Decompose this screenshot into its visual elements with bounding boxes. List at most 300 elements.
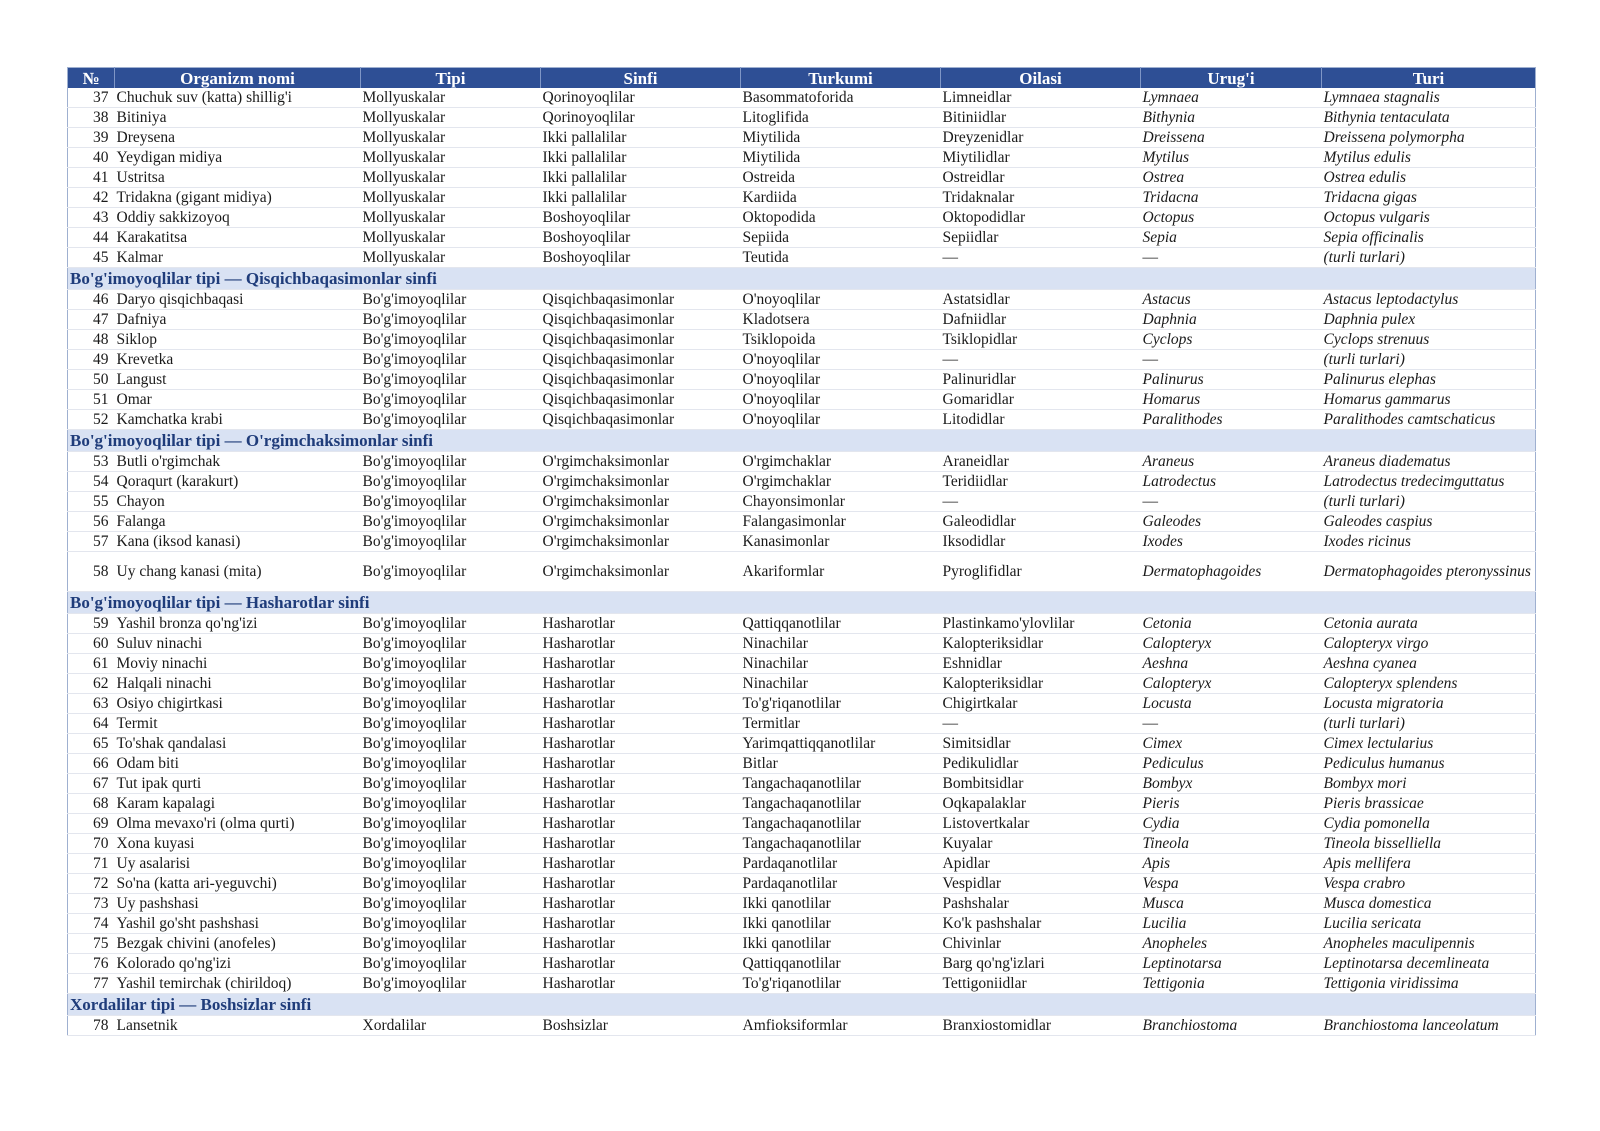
table-row [68,874,1536,894]
organism-name: Osiyo chigirtkasi [115,694,361,714]
order-cell: Kardiida [741,188,941,208]
order-header: Turkumi [741,68,941,89]
family-cell: Palinuridlar [941,370,1141,390]
table-row [68,350,1536,370]
row-number: 71 [68,854,115,874]
type-cell: Bo'g'imoyoqlilar [361,350,541,370]
species-cell: Galeodes caspius [1322,512,1536,532]
row-number: 66 [68,754,115,774]
genus-cell: Pediculus [1141,754,1322,774]
row-number: 69 [68,814,115,834]
class-cell: Hasharotlar [541,974,741,994]
species-cell: Lymnaea stagnalis [1322,88,1536,108]
genus-cell: Galeodes [1141,512,1322,532]
species-cell: Cimex lectularius [1322,734,1536,754]
family-cell: Bombitsidlar [941,774,1141,794]
class-cell: O'rgimchaksimonlar [541,452,741,472]
genus-cell: Octopus [1141,208,1322,228]
type-cell: Bo'g'imoyoqlilar [361,492,541,512]
genus-cell: Dreissena [1141,128,1322,148]
genus-cell: Mytilus [1141,148,1322,168]
genus-cell: Pieris [1141,794,1322,814]
section-title: Xordalilar tipi — Boshsizlar sinfi [68,994,1536,1016]
table-row [68,1016,1536,1036]
type-cell: Bo'g'imoyoqlilar [361,674,541,694]
table-row [68,754,1536,774]
organism-name: Olma mevaxo'ri (olma qurti) [115,814,361,834]
genus-cell: Cydia [1141,814,1322,834]
table-row [68,88,1536,108]
type-cell: Bo'g'imoyoqlilar [361,290,541,310]
type-header: Tipi [361,68,541,89]
type-cell: Mollyuskalar [361,148,541,168]
class-cell: Hasharotlar [541,934,741,954]
class-cell: Hasharotlar [541,954,741,974]
genus-cell: Lucilia [1141,914,1322,934]
order-cell: Amfioksiformlar [741,1016,941,1036]
family-cell: Simitsidlar [941,734,1141,754]
order-cell: Akariformlar [741,552,941,592]
species-cell: Dreissena polymorpha [1322,128,1536,148]
species-cell: (turli turlari) [1322,248,1536,268]
type-cell: Bo'g'imoyoqlilar [361,552,541,592]
genus-cell: Cetonia [1141,614,1322,634]
table-row [68,654,1536,674]
type-cell: Mollyuskalar [361,208,541,228]
table-row [68,794,1536,814]
table-row [68,714,1536,734]
organism-name: To'shak qandalasi [115,734,361,754]
row-number: 41 [68,168,115,188]
order-cell: O'noyoqlilar [741,350,941,370]
genus-cell: Paralithodes [1141,410,1322,430]
order-cell: O'noyoqlilar [741,290,941,310]
number-header: № [68,68,115,89]
family-cell: Barg qo'ng'izlari [941,954,1141,974]
genus-cell: Latrodectus [1141,472,1322,492]
organism-name: Lansetnik [115,1016,361,1036]
table-row [68,370,1536,390]
family-cell: Gomaridlar [941,390,1141,410]
organism-name: Kolorado qo'ng'izi [115,954,361,974]
table-row [68,390,1536,410]
genus-cell: Musca [1141,894,1322,914]
class-cell: O'rgimchaksimonlar [541,492,741,512]
row-number: 73 [68,894,115,914]
order-cell: O'rgimchaklar [741,452,941,472]
family-cell: — [941,714,1141,734]
order-cell: Tsiklopoida [741,330,941,350]
type-cell: Bo'g'imoyoqlilar [361,472,541,492]
row-number: 50 [68,370,115,390]
table-row [68,614,1536,634]
family-cell: Teridiidlar [941,472,1141,492]
genus-cell: — [1141,492,1322,512]
order-cell: Pardaqanotlilar [741,874,941,894]
class-cell: Qisqichbaqasimonlar [541,350,741,370]
table-body [68,88,1536,1036]
species-cell: Lucilia sericata [1322,914,1536,934]
species-cell: Locusta migratoria [1322,694,1536,714]
family-cell: Eshnidlar [941,654,1141,674]
species-cell: Palinurus elephas [1322,370,1536,390]
row-number: 53 [68,452,115,472]
class-cell: Ikki pallalilar [541,128,741,148]
family-cell: Vespidlar [941,874,1141,894]
section-header-row [68,592,1536,614]
family-header: Oilasi [941,68,1141,89]
class-cell: Hasharotlar [541,874,741,894]
table-row [68,290,1536,310]
organism-name: Uy asalarisi [115,854,361,874]
species-cell: Vespa crabro [1322,874,1536,894]
class-cell: Hasharotlar [541,674,741,694]
genus-cell: Cimex [1141,734,1322,754]
family-cell: Pyroglifidlar [941,552,1141,592]
order-cell: Qattiqqanotlilar [741,954,941,974]
order-cell: Ostreida [741,168,941,188]
family-cell: — [941,492,1141,512]
species-cell: Musca domestica [1322,894,1536,914]
family-cell: Ostreidlar [941,168,1141,188]
genus-cell: Palinurus [1141,370,1322,390]
order-cell: To'g'riqanotlilar [741,694,941,714]
order-cell: Yarimqattiqqanotlilar [741,734,941,754]
species-cell: Astacus leptodactylus [1322,290,1536,310]
species-cell: Cydia pomonella [1322,814,1536,834]
organism-name: Kana (iksod kanasi) [115,532,361,552]
species-cell: Paralithodes camtschaticus [1322,410,1536,430]
type-cell: Mollyuskalar [361,88,541,108]
order-cell: Ikki qanotlilar [741,894,941,914]
family-cell: Dafniidlar [941,310,1141,330]
type-cell: Bo'g'imoyoqlilar [361,614,541,634]
table-row [68,674,1536,694]
type-cell: Bo'g'imoyoqlilar [361,934,541,954]
row-number: 46 [68,290,115,310]
table-row [68,512,1536,532]
species-cell: Sepia officinalis [1322,228,1536,248]
genus-cell: Homarus [1141,390,1322,410]
family-cell: Kalopteriksidlar [941,634,1141,654]
family-cell: Iksodidlar [941,532,1141,552]
family-cell: Oqkapalaklar [941,794,1141,814]
table-row [68,894,1536,914]
species-cell: (turli turlari) [1322,492,1536,512]
class-cell: Boshoyoqlilar [541,208,741,228]
family-cell: Tridaknalar [941,188,1141,208]
section-header-row [68,268,1536,290]
type-cell: Bo'g'imoyoqlilar [361,894,541,914]
genus-cell: Leptinotarsa [1141,954,1322,974]
species-cell: Octopus vulgaris [1322,208,1536,228]
type-cell: Mollyuskalar [361,108,541,128]
organism-name: Xona kuyasi [115,834,361,854]
family-cell: Chigirtkalar [941,694,1141,714]
class-cell: Hasharotlar [541,774,741,794]
table-row [68,330,1536,350]
table-row [68,734,1536,754]
class-cell: Ikki pallalilar [541,148,741,168]
family-cell: Miytilidlar [941,148,1141,168]
class-cell: Hasharotlar [541,854,741,874]
row-number: 37 [68,88,115,108]
row-number: 72 [68,874,115,894]
organism-name: Termit [115,714,361,734]
table-row [68,814,1536,834]
row-number: 44 [68,228,115,248]
species-cell: Dermatophagoides pteronyssinus [1322,552,1536,592]
family-cell: Astatsidlar [941,290,1141,310]
type-cell: Mollyuskalar [361,168,541,188]
type-cell: Bo'g'imoyoqlilar [361,330,541,350]
class-cell: Boshoyoqlilar [541,248,741,268]
organism-name: Moviy ninachi [115,654,361,674]
class-cell: Qorinoyoqlilar [541,108,741,128]
species-header: Turi [1322,68,1536,89]
class-cell: Qisqichbaqasimonlar [541,410,741,430]
row-number: 51 [68,390,115,410]
table-row [68,128,1536,148]
row-number: 67 [68,774,115,794]
class-cell: Qisqichbaqasimonlar [541,370,741,390]
species-cell: Tettigonia viridissima [1322,974,1536,994]
table-row [68,552,1536,592]
table-row [68,834,1536,854]
genus-cell: Lymnaea [1141,88,1322,108]
order-cell: Ninachilar [741,674,941,694]
class-cell: Hasharotlar [541,634,741,654]
species-cell: Cyclops strenuus [1322,330,1536,350]
family-cell: Ko'k pashshalar [941,914,1141,934]
row-number: 59 [68,614,115,634]
organism-name: Falanga [115,512,361,532]
species-cell: Calopteryx virgo [1322,634,1536,654]
class-cell: Hasharotlar [541,654,741,674]
species-cell: Aeshna cyanea [1322,654,1536,674]
species-cell: (turli turlari) [1322,714,1536,734]
species-cell: Pieris brassicae [1322,794,1536,814]
section-title: Bo'g'imoyoqlilar tipi — Qisqichbaqasimonlar sinfi [68,268,1536,290]
genus-cell: Vespa [1141,874,1322,894]
family-cell: — [941,350,1141,370]
type-cell: Bo'g'imoyoqlilar [361,714,541,734]
organism-name: Karam kapalagi [115,794,361,814]
row-number: 56 [68,512,115,532]
row-number: 74 [68,914,115,934]
species-cell: Bombyx mori [1322,774,1536,794]
class-cell: O'rgimchaksimonlar [541,472,741,492]
species-cell: Latrodectus tredecimguttatus [1322,472,1536,492]
genus-cell: Daphnia [1141,310,1322,330]
organism-name: Kalmar [115,248,361,268]
species-cell: Pediculus humanus [1322,754,1536,774]
class-cell: Qisqichbaqasimonlar [541,290,741,310]
species-cell: Tineola bisselliella [1322,834,1536,854]
species-cell: Homarus gammarus [1322,390,1536,410]
type-cell: Bo'g'imoyoqlilar [361,452,541,472]
family-cell: Galeodidlar [941,512,1141,532]
type-cell: Mollyuskalar [361,248,541,268]
order-cell: Tangachaqanotlilar [741,814,941,834]
order-cell: O'noyoqlilar [741,370,941,390]
genus-cell: Ixodes [1141,532,1322,552]
row-number: 64 [68,714,115,734]
class-cell: Hasharotlar [541,894,741,914]
row-number: 45 [68,248,115,268]
row-number: 52 [68,410,115,430]
genus-cell: Calopteryx [1141,674,1322,694]
row-number: 63 [68,694,115,714]
organism-name: Langust [115,370,361,390]
section-title: Bo'g'imoyoqlilar tipi — Hasharotlar sinfi [68,592,1536,614]
type-cell: Bo'g'imoyoqlilar [361,634,541,654]
class-cell: O'rgimchaksimonlar [541,512,741,532]
type-cell: Bo'g'imoyoqlilar [361,834,541,854]
order-cell: Termitlar [741,714,941,734]
family-cell: Sepiidlar [941,228,1141,248]
species-cell: Anopheles maculipennis [1322,934,1536,954]
order-cell: To'g'riqanotlilar [741,974,941,994]
type-cell: Xordalilar [361,1016,541,1036]
class-cell: Ikki pallalilar [541,168,741,188]
row-number: 60 [68,634,115,654]
genus-cell: — [1141,714,1322,734]
organism-name: Odam biti [115,754,361,774]
organism-name: Kamchatka krabi [115,410,361,430]
row-number: 78 [68,1016,115,1036]
family-cell: Plastinkamo'ylovlilar [941,614,1141,634]
family-cell: Kuyalar [941,834,1141,854]
table-row [68,532,1536,552]
class-cell: Hasharotlar [541,694,741,714]
table-row [68,410,1536,430]
row-number: 75 [68,934,115,954]
organism-name: Chayon [115,492,361,512]
row-number: 42 [68,188,115,208]
row-number: 38 [68,108,115,128]
species-cell: (turli turlari) [1322,350,1536,370]
order-cell: Miytilida [741,148,941,168]
document-page [67,67,1535,1036]
row-number: 40 [68,148,115,168]
organism-name: So'na (katta ari-yeguvchi) [115,874,361,894]
organism-name: Tridakna (gigant midiya) [115,188,361,208]
type-cell: Bo'g'imoyoqlilar [361,410,541,430]
order-cell: Ikki qanotlilar [741,914,941,934]
family-cell: — [941,248,1141,268]
family-cell: Kalopteriksidlar [941,674,1141,694]
order-cell: Ikki qanotlilar [741,934,941,954]
order-cell: Miytilida [741,128,941,148]
order-cell: Teutida [741,248,941,268]
order-cell: O'noyoqlilar [741,390,941,410]
row-number: 70 [68,834,115,854]
organism-table [67,67,1536,1036]
class-cell: Boshoyoqlilar [541,228,741,248]
organism-name: Bezgak chivini (anofeles) [115,934,361,954]
type-cell: Bo'g'imoyoqlilar [361,954,541,974]
genus-header: Urug'i [1141,68,1322,89]
family-cell: Pedikulidlar [941,754,1141,774]
table-row [68,854,1536,874]
class-cell: Hasharotlar [541,834,741,854]
organism-name: Suluv ninachi [115,634,361,654]
header-row [68,68,1536,89]
class-cell: Qorinoyoqlilar [541,88,741,108]
class-cell: Qisqichbaqasimonlar [541,330,741,350]
organism-name: Chuchuk suv (katta) shillig'i [115,88,361,108]
species-cell: Calopteryx splendens [1322,674,1536,694]
organism-name: Omar [115,390,361,410]
order-cell: Basommatoforida [741,88,941,108]
table-row [68,310,1536,330]
genus-cell: Tettigonia [1141,974,1322,994]
table-header [68,68,1536,89]
row-number: 47 [68,310,115,330]
type-cell: Mollyuskalar [361,228,541,248]
organism-name: Uy pashshasi [115,894,361,914]
class-cell: O'rgimchaksimonlar [541,532,741,552]
genus-cell: — [1141,350,1322,370]
genus-cell: Cyclops [1141,330,1322,350]
organism-name: Dreysena [115,128,361,148]
row-number: 49 [68,350,115,370]
row-number: 62 [68,674,115,694]
class-cell: Boshsizlar [541,1016,741,1036]
type-cell: Bo'g'imoyoqlilar [361,370,541,390]
row-number: 54 [68,472,115,492]
organism-name: Tut ipak qurti [115,774,361,794]
type-cell: Bo'g'imoyoqlilar [361,794,541,814]
organism-name: Uy chang kanasi (mita) [115,552,361,592]
organism-name: Yashil bronza qo'ng'izi [115,614,361,634]
type-cell: Bo'g'imoyoqlilar [361,512,541,532]
type-cell: Bo'g'imoyoqlilar [361,814,541,834]
row-number: 43 [68,208,115,228]
family-cell: Limneidlar [941,88,1141,108]
family-cell: Dreyzenidlar [941,128,1141,148]
species-cell: Daphnia pulex [1322,310,1536,330]
genus-cell: Ostrea [1141,168,1322,188]
type-cell: Bo'g'imoyoqlilar [361,532,541,552]
order-cell: Ninachilar [741,634,941,654]
order-cell: Tangachaqanotlilar [741,834,941,854]
class-cell: Hasharotlar [541,714,741,734]
class-cell: O'rgimchaksimonlar [541,552,741,592]
type-cell: Bo'g'imoyoqlilar [361,774,541,794]
row-number: 48 [68,330,115,350]
family-cell: Listovertkalar [941,814,1141,834]
species-cell: Araneus diadematus [1322,452,1536,472]
table-row [68,248,1536,268]
genus-cell: Araneus [1141,452,1322,472]
row-number: 58 [68,552,115,592]
order-cell: Pardaqanotlilar [741,854,941,874]
table-row [68,914,1536,934]
family-cell: Pashshalar [941,894,1141,914]
species-cell: Cetonia aurata [1322,614,1536,634]
genus-cell: Branchiostoma [1141,1016,1322,1036]
organism-name: Qoraqurt (karakurt) [115,472,361,492]
organism-name: Oddiy sakkizoyoq [115,208,361,228]
species-cell: Ostrea edulis [1322,168,1536,188]
order-cell: Tangachaqanotlilar [741,774,941,794]
family-cell: Bitiniidlar [941,108,1141,128]
order-cell: Ninachilar [741,654,941,674]
family-cell: Oktopodidlar [941,208,1141,228]
section-header-row [68,430,1536,452]
